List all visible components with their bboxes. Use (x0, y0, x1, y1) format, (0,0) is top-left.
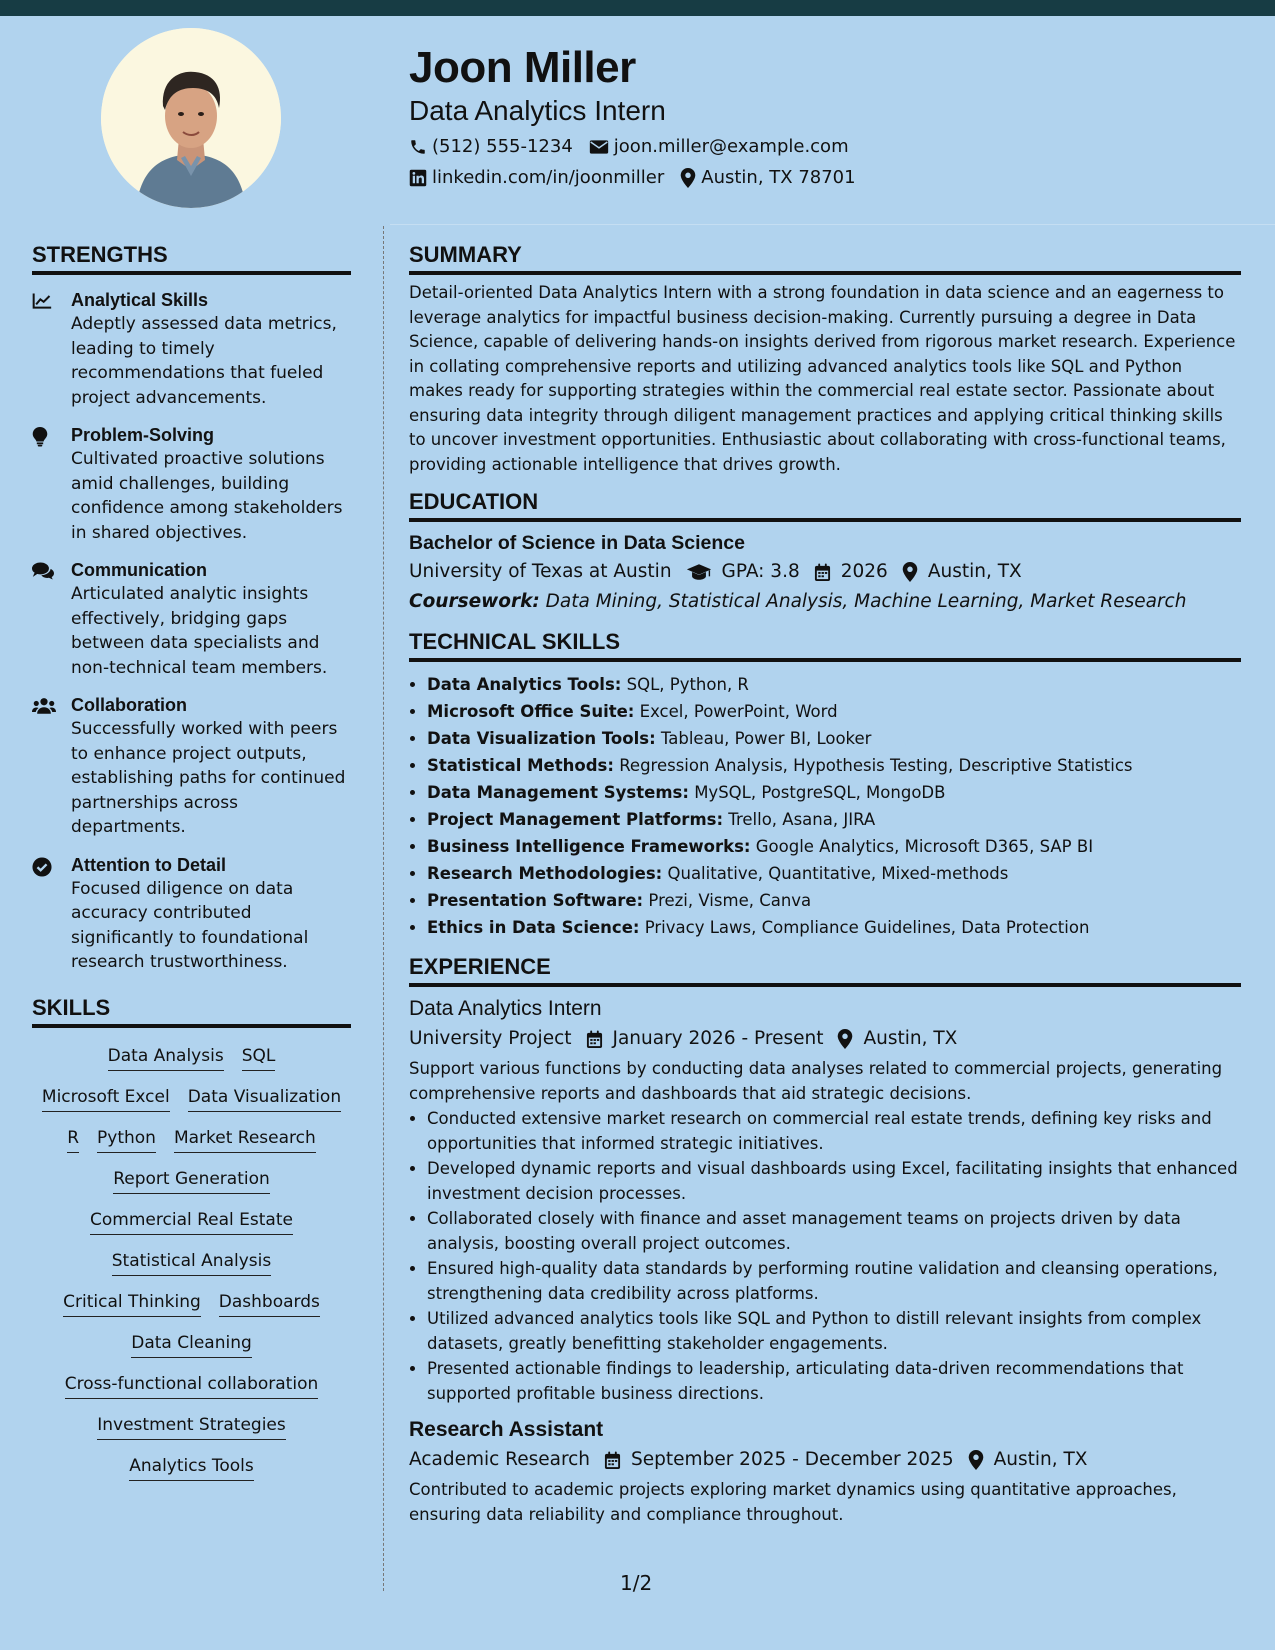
job-dates: September 2025 - December 2025 (631, 1449, 954, 1470)
list-item: • Data Visualization Tools: Tableau, Power BI, Looker (427, 725, 1241, 752)
list-item: • Project Management Platforms: Trello, Asana, JIRA (427, 806, 1241, 833)
list-item: • Utilized advanced analytics tools like SQL and Python to distill relevant insights from complex datasets, greatly benefitting stakeholder engagements. (427, 1307, 1241, 1356)
map-pin-icon (968, 1450, 984, 1470)
strength-item (32, 423, 351, 545)
strength-name: Analytical Skills (71, 290, 209, 310)
person-photo-icon (101, 28, 281, 208)
technical-skills-heading: TECHNICAL SKILLS (409, 629, 1241, 662)
degree-title: Bachelor of Science in Data Science (409, 532, 745, 554)
skill-chip: SQL (242, 1043, 276, 1071)
location-text: Austin, TX 78701 (701, 167, 856, 188)
coursework (409, 588, 1241, 616)
strengths-heading: STRENGTHS (32, 242, 351, 275)
education-heading: EDUCATION (409, 489, 1241, 522)
list-item: • Ensured high-quality data standards by performing routine validation and cleansing operations, strengthening data credibility across platforms. (427, 1257, 1241, 1306)
contact-row-2 (409, 165, 1229, 191)
list-item: • Conducted extensive market research on commercial real estate trends, defining key risks and opportunities that informed strategic initiatives. (427, 1107, 1241, 1156)
strength-name: Collaboration (71, 695, 187, 715)
skill-chip: R (67, 1125, 79, 1153)
calendar-icon (604, 1451, 621, 1470)
job-title: Research Assistant (409, 1418, 604, 1441)
skills-heading: SKILLS (32, 995, 351, 1028)
skill-chip: Microsoft Excel (42, 1084, 170, 1112)
linkedin-text[interactable]: linkedin.com/in/joonmiller (432, 167, 665, 188)
list-item: • Data Management Systems: MySQL, PostgreSQL, MongoDB (427, 779, 1241, 806)
edu-location-item (902, 558, 1022, 586)
profile-photo (101, 28, 281, 208)
strength-desc: Articulated analytic insights effectively, bridging gaps between data specialists and non-technical team members. (71, 584, 328, 678)
school-name: University of Texas at Austin (409, 561, 672, 582)
job-meta (409, 1025, 1241, 1053)
strength-name: Problem-Solving (71, 425, 215, 445)
job-dates-item (586, 1025, 824, 1053)
strength-desc: Cultivated proactive solutions amid challenges, building confidence among stakeholders in shared objectives. (71, 449, 343, 543)
year-text: 2026 (840, 561, 888, 582)
left-column (32, 242, 351, 1481)
list-item: • Developed dynamic reports and visual dashboards using Excel, facilitating insights that enhanced investment decision processes. (427, 1157, 1241, 1206)
skill-chip: Data Analysis (108, 1043, 224, 1071)
column-divider (383, 226, 384, 1591)
list-item: • Microsoft Office Suite: Excel, PowerPoint, Word (427, 698, 1241, 725)
skill-chip: Market Research (174, 1125, 316, 1153)
skill-chip: Data Visualization (188, 1084, 341, 1112)
skill-chip: Report Generation (113, 1166, 270, 1194)
candidate-name: Joon Miller (409, 43, 636, 92)
strength-item (32, 558, 351, 680)
skill-chip: Investment Strategies (97, 1412, 286, 1440)
resume-header (409, 40, 1229, 191)
technical-skills-list (409, 671, 1241, 941)
phone-text: (512) 555-1234 (432, 136, 573, 157)
job-org: Academic Research (409, 1449, 591, 1470)
skill-chip: Critical Thinking (63, 1289, 201, 1317)
header-rule (390, 224, 1275, 225)
phone-icon (409, 138, 427, 156)
chart-line-icon (32, 292, 52, 310)
education-meta (409, 558, 1241, 586)
skill-chip: Commercial Real Estate (90, 1207, 293, 1235)
strength-item (32, 693, 351, 840)
job-summary: Support various functions by conducting data analyses related to commercial projects, generating comprehensive reports and dashboards that aid strategic decisions. (409, 1059, 1223, 1103)
job-title: Data Analytics Intern (409, 997, 602, 1020)
list-item: • Presented actionable findings to leadership, articulating data-driven recommendations that supported profitable business directions. (427, 1357, 1241, 1406)
strength-item (32, 288, 351, 410)
candidate-title: Data Analytics Intern (409, 95, 666, 126)
map-pin-icon (902, 562, 918, 582)
job-dates: January 2026 - Present (612, 1028, 824, 1049)
job-dates-item (604, 1446, 954, 1474)
summary-heading: SUMMARY (409, 242, 1241, 275)
skill-chip: Data Cleaning (131, 1330, 252, 1358)
skill-chip: Analytics Tools (129, 1453, 253, 1481)
envelope-icon (589, 138, 609, 156)
calendar-icon (586, 1030, 603, 1049)
skill-chip: Python (97, 1125, 156, 1153)
list-item: • Ethics in Data Science: Privacy Laws, Compliance Guidelines, Data Protection (427, 914, 1241, 941)
calendar-icon (814, 563, 831, 582)
job-summary: Contributed to academic projects exploring market dynamics using quantitative approaches, ensuring data reliability and compliance throughout. (409, 1480, 1177, 1524)
gpa-item (686, 558, 800, 586)
check-circle-icon (32, 857, 52, 877)
experience-heading: EXPERIENCE (409, 954, 1241, 987)
contact-row-1 (409, 134, 1229, 160)
page-number: 1/2 (620, 1571, 653, 1595)
strength-desc: Successfully worked with peers to enhance project outputs, establishing paths for continued partnerships across departments. (71, 719, 346, 837)
list-item: • Collaborated closely with finance and asset management teams on projects driven by data analysis, boosting overall project outcomes. (427, 1207, 1241, 1256)
users-icon (32, 697, 56, 715)
strength-desc: Adeptly assessed data metrics, leading to timely recommendations that fueled project advancements. (71, 314, 337, 408)
coursework-list: Data Mining, Statistical Analysis, Machine Learning, Market Research (539, 591, 1187, 612)
top-bar (0, 0, 1275, 16)
strength-name: Attention to Detail (71, 854, 226, 875)
job-org: University Project (409, 1028, 572, 1049)
list-item: • Business Intelligence Frameworks: Google Analytics, Microsoft D365, SAP BI (427, 833, 1241, 860)
linkedin-icon (409, 169, 427, 187)
gpa-text: GPA: 3.8 (721, 561, 800, 582)
job-location-item (968, 1446, 1088, 1474)
strength-item (32, 853, 351, 975)
job-location: Austin, TX (863, 1028, 958, 1049)
summary-text: Detail-oriented Data Analytics Intern with a strong foundation in data science and an eagerness to leverage analytics for impactful business decision-making. Currently pursuing a degree in Data Science, capable of delivering hands-on insights derived from rigorous market research. Experience in collating comprehensive reports and utilizing advanced analytics tools like SQL and Python makes ready for supporting strategies within the commercial real estate sector. Passionate about ensuring data integrity through diligent management practices and applying critical thinking skills to uncover investment opportunities. Enthusiastic about collaborating with cross-functional teams, providing actionable intelligence that drives growth. (409, 283, 1236, 474)
edu-location-text: Austin, TX (927, 561, 1022, 582)
list-item: • Data Analytics Tools: SQL, Python, R (427, 671, 1241, 698)
graduation-cap-icon (686, 563, 712, 581)
job-location: Austin, TX (993, 1449, 1088, 1470)
location-item (680, 165, 855, 191)
comments-icon (32, 562, 54, 580)
map-pin-icon (680, 168, 696, 188)
job-bullets (409, 1107, 1241, 1406)
email-text[interactable]: joon.miller@example.com (613, 136, 849, 157)
skill-chip: Cross-functional collaboration (65, 1371, 319, 1399)
right-column (409, 242, 1241, 1527)
map-pin-icon (837, 1029, 853, 1049)
skills-list (32, 1043, 351, 1481)
email-item[interactable] (589, 134, 849, 160)
linkedin-item[interactable] (409, 165, 664, 191)
skill-chip: Statistical Analysis (112, 1248, 271, 1276)
job-meta (409, 1446, 1241, 1474)
strength-name: Communication (71, 560, 208, 580)
strength-desc: Focused diligence on data accuracy contributed significantly to foundational research trustworthiness. (71, 878, 309, 972)
list-item: • Presentation Software: Prezi, Visme, Canva (427, 887, 1241, 914)
list-item: • Statistical Methods: Regression Analysis, Hypothesis Testing, Descriptive Statistics (427, 752, 1241, 779)
list-item: • Research Methodologies: Qualitative, Quantitative, Mixed-methods (427, 860, 1241, 887)
lightbulb-icon (32, 427, 48, 447)
coursework-label: Coursework: (409, 591, 540, 612)
job-location-item (837, 1025, 957, 1053)
phone-item (409, 134, 573, 160)
year-item (814, 558, 888, 586)
skill-chip: Dashboards (219, 1289, 320, 1317)
